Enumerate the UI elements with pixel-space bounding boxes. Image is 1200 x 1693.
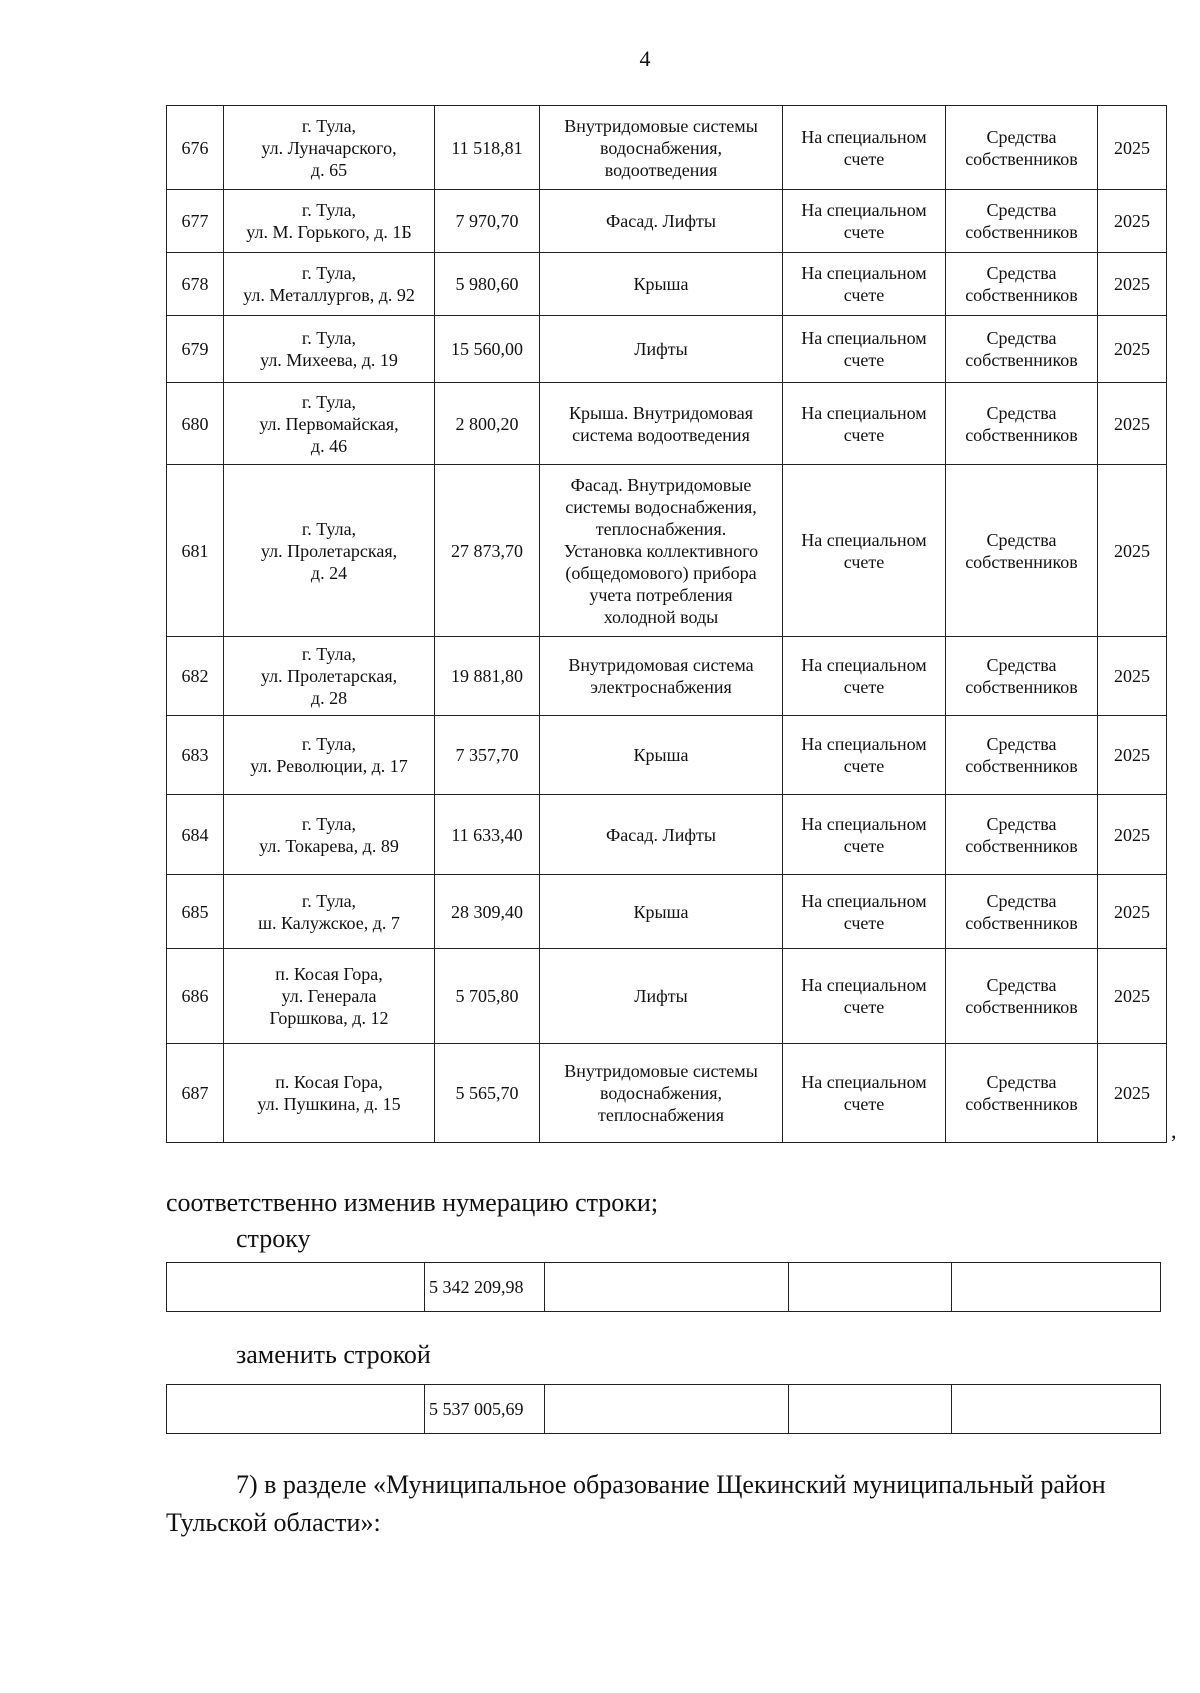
- amount-cell: 28 309,40: [435, 875, 540, 949]
- year-cell: 2025: [1098, 637, 1167, 716]
- address-line: г. Тула,: [301, 734, 357, 754]
- method-cell: [783, 795, 946, 875]
- method-line: На специальном: [801, 200, 927, 220]
- method-line: счете: [843, 997, 885, 1017]
- works-line: Лифты: [634, 339, 688, 359]
- source-line: Средства: [986, 655, 1057, 675]
- old-summary-row-table: [166, 1262, 1161, 1312]
- row-number-cell: 685: [167, 875, 224, 949]
- row-number-cell: 686: [167, 949, 224, 1044]
- address-line: ул. Пролетарская,: [260, 540, 398, 561]
- address-cell: [224, 949, 435, 1044]
- method-cell: [783, 190, 946, 253]
- address-line: п. Косая Гора,: [275, 1072, 383, 1092]
- replace-with-paragraph: заменить строкой: [236, 1340, 431, 1369]
- amount-cell: 27 873,70: [435, 465, 540, 637]
- works-line: теплоснабжения.: [595, 518, 727, 539]
- address-line: ул. Михеева, д. 19: [260, 350, 398, 370]
- address-line: ул. Луначарского,: [261, 137, 397, 158]
- source-line: собственников: [965, 1094, 1078, 1114]
- source-line: собственников: [965, 148, 1078, 169]
- works-line: Внутридомовая система: [568, 655, 754, 675]
- source-cell: [946, 465, 1098, 637]
- method-line: счете: [843, 677, 885, 697]
- source-line: собственников: [965, 997, 1078, 1017]
- method-line: На специальном: [801, 734, 927, 754]
- address-cell: [224, 795, 435, 875]
- table-row: [167, 316, 1167, 383]
- source-cell: [946, 949, 1098, 1044]
- address-line: г. Тула,: [301, 518, 357, 539]
- method-line: На специальном: [801, 328, 927, 348]
- works-table: [166, 105, 1167, 1143]
- works-cell: [540, 1044, 783, 1143]
- year-cell: 2025: [1098, 253, 1167, 316]
- works-line: холодной воды: [603, 606, 719, 627]
- address-cell: [224, 253, 435, 316]
- trailing-comma: ,: [1171, 1118, 1177, 1143]
- empty-cell: [545, 1263, 789, 1312]
- method-cell: [783, 465, 946, 637]
- address-cell: [224, 637, 435, 716]
- works-line: Крыша: [633, 745, 689, 765]
- table-row: [167, 253, 1167, 316]
- row-number-cell: 676: [167, 106, 224, 190]
- year-cell: 2025: [1098, 383, 1167, 465]
- method-line: На специальном: [801, 890, 927, 911]
- amount-cell: 5 980,60: [435, 253, 540, 316]
- address-line: Горшкова, д. 12: [269, 1008, 389, 1028]
- method-line: На специальном: [801, 529, 927, 550]
- page-number: 4: [639, 46, 651, 71]
- source-line: Средства: [986, 263, 1057, 283]
- works-cell: [540, 716, 783, 795]
- source-cell: [946, 383, 1098, 465]
- address-line: г. Тула,: [301, 115, 357, 136]
- address-line: г. Тула,: [301, 328, 357, 348]
- method-line: На специальном: [801, 263, 927, 283]
- source-line: собственников: [965, 551, 1078, 572]
- method-cell: [783, 875, 946, 949]
- method-cell: [783, 637, 946, 716]
- method-line: счете: [843, 551, 885, 572]
- works-cell: [540, 949, 783, 1044]
- works-cell: [540, 190, 783, 253]
- amount-cell: 7 970,70: [435, 190, 540, 253]
- table-row: [167, 465, 1167, 637]
- works-line: Фасад. Лифты: [605, 824, 717, 845]
- empty-cell: [789, 1385, 952, 1434]
- row-number-cell: 679: [167, 316, 224, 383]
- address-line: г. Тула,: [301, 813, 357, 834]
- method-cell: [783, 253, 946, 316]
- works-line: теплоснабжения: [598, 1105, 724, 1125]
- address-line: г. Тула,: [301, 391, 357, 412]
- method-line: счете: [843, 148, 885, 169]
- method-line: счете: [843, 912, 885, 933]
- year-cell: 2025: [1098, 716, 1167, 795]
- address-cell: [224, 316, 435, 383]
- amount-cell: 7 357,70: [435, 716, 540, 795]
- works-cell: [540, 637, 783, 716]
- table-row: [167, 190, 1167, 253]
- source-line: Средства: [986, 402, 1057, 423]
- source-cell: [946, 795, 1098, 875]
- empty-cell: [545, 1385, 789, 1434]
- works-line: водоотведения: [604, 159, 718, 180]
- address-line: д. 28: [310, 688, 348, 708]
- source-line: Средства: [986, 529, 1057, 550]
- method-line: На специальном: [801, 402, 927, 423]
- source-line: Средства: [986, 1072, 1057, 1092]
- amount-cell: 11 633,40: [435, 795, 540, 875]
- source-line: Средства: [986, 890, 1057, 911]
- year-cell: 2025: [1098, 949, 1167, 1044]
- empty-cell: [167, 1385, 425, 1434]
- amount-cell: 15 560,00: [435, 316, 540, 383]
- empty-cell: [167, 1263, 425, 1312]
- address-cell: [224, 383, 435, 465]
- address-line: ул. М. Горького, д. 1Б: [246, 222, 412, 242]
- address-line: ул. Генерала: [281, 986, 377, 1006]
- empty-cell: [952, 1385, 1161, 1434]
- address-line: г. Тула,: [301, 263, 357, 283]
- source-line: Средства: [986, 328, 1057, 348]
- row-number-cell: 687: [167, 1044, 224, 1143]
- address-line: д. 65: [310, 159, 348, 180]
- year-cell: 2025: [1098, 465, 1167, 637]
- works-line: Крыша: [633, 274, 689, 294]
- table-row: [167, 1044, 1167, 1143]
- source-line: собственников: [965, 677, 1078, 697]
- amount-cell: 2 800,20: [435, 383, 540, 465]
- amount-cell: 19 881,80: [435, 637, 540, 716]
- row-number-cell: 684: [167, 795, 224, 875]
- source-cell: [946, 190, 1098, 253]
- section-7-paragraph: 7) в разделе «Муниципальное образование Щекинский муниципальный район Тульской области»:: [166, 1470, 1106, 1537]
- source-line: собственников: [965, 350, 1078, 370]
- works-line: электроснабжения: [590, 677, 732, 697]
- works-line: Установка коллективного: [563, 540, 759, 561]
- method-line: На специальном: [801, 813, 927, 834]
- new-summary-row-table: [166, 1384, 1161, 1434]
- source-line: Средства: [986, 975, 1057, 995]
- address-line: д. 24: [310, 562, 348, 583]
- table-row: [167, 795, 1167, 875]
- source-line: Средства: [986, 734, 1057, 754]
- amount-cell: 5 565,70: [435, 1044, 540, 1143]
- address-line: д. 46: [310, 435, 348, 456]
- method-line: На специальном: [801, 1072, 927, 1092]
- method-line: На специальном: [801, 126, 927, 147]
- source-cell: [946, 716, 1098, 795]
- old-total-amount: 5 342 209,98: [425, 1263, 545, 1312]
- source-line: собственников: [965, 835, 1078, 856]
- year-cell: 2025: [1098, 190, 1167, 253]
- address-line: ул. Пролетарская,: [260, 666, 398, 686]
- address-cell: [224, 106, 435, 190]
- method-line: счете: [843, 1094, 885, 1114]
- source-line: Средства: [986, 126, 1057, 147]
- method-line: счете: [843, 756, 885, 776]
- works-cell: [540, 316, 783, 383]
- source-cell: [946, 316, 1098, 383]
- works-line: Крыша: [633, 901, 689, 922]
- works-cell: [540, 875, 783, 949]
- method-line: счете: [843, 424, 885, 445]
- year-cell: 2025: [1098, 1044, 1167, 1143]
- row-number-cell: 680: [167, 383, 224, 465]
- method-cell: [783, 316, 946, 383]
- works-line: Лифты: [634, 986, 688, 1006]
- works-line: (общедомового) прибора: [565, 562, 757, 583]
- empty-cell: [789, 1263, 952, 1312]
- year-cell: 2025: [1098, 795, 1167, 875]
- table-row: [167, 949, 1167, 1044]
- renumber-paragraph: соответственно изменив нумерацию строки;: [166, 1188, 659, 1217]
- line-word-paragraph: строку: [236, 1224, 311, 1253]
- address-line: г. Тула,: [301, 644, 357, 664]
- method-line: счете: [843, 835, 885, 856]
- row-number-cell: 678: [167, 253, 224, 316]
- source-line: собственников: [965, 912, 1078, 933]
- method-cell: [783, 383, 946, 465]
- address-line: ш. Калужское, д. 7: [258, 912, 400, 933]
- address-line: п. Косая Гора,: [275, 964, 383, 984]
- works-cell: [540, 106, 783, 190]
- amount-cell: 11 518,81: [435, 106, 540, 190]
- source-line: собственников: [965, 424, 1078, 445]
- new-total-amount: 5 537 005,69: [425, 1385, 545, 1434]
- method-cell: [783, 106, 946, 190]
- year-cell: 2025: [1098, 316, 1167, 383]
- method-line: На специальном: [801, 655, 927, 675]
- works-line: водоснабжения,: [599, 137, 723, 158]
- method-cell: [783, 716, 946, 795]
- amount-cell: 5 705,80: [435, 949, 540, 1044]
- method-line: счете: [843, 350, 885, 370]
- source-line: Средства: [986, 200, 1057, 220]
- table-row: [167, 106, 1167, 190]
- row-number-cell: 683: [167, 716, 224, 795]
- address-line: ул. Революции, д. 17: [250, 756, 408, 776]
- works-line: Крыша. Внутридомовая: [568, 402, 754, 423]
- method-cell: [783, 949, 946, 1044]
- works-line: Фасад. Лифты: [605, 211, 717, 231]
- new-summary-row: [167, 1385, 1161, 1434]
- works-cell: [540, 253, 783, 316]
- works-line: Внутридомовые системы: [564, 1061, 758, 1081]
- row-number-cell: 677: [167, 190, 224, 253]
- address-line: ул. Металлургов, д. 92: [243, 285, 415, 305]
- works-line: система водоотведения: [572, 424, 750, 445]
- source-line: собственников: [965, 756, 1078, 776]
- table-row: [167, 875, 1167, 949]
- address-cell: [224, 190, 435, 253]
- source-cell: [946, 875, 1098, 949]
- source-cell: [946, 1044, 1098, 1143]
- works-line: водоснабжения,: [599, 1083, 723, 1103]
- address-line: ул. Первомайская,: [259, 413, 399, 434]
- empty-cell: [952, 1263, 1161, 1312]
- works-cell: [540, 795, 783, 875]
- address-line: г. Тула,: [301, 890, 357, 911]
- source-line: собственников: [965, 222, 1078, 242]
- year-cell: 2025: [1098, 875, 1167, 949]
- works-table-body: [167, 106, 1167, 1143]
- source-line: собственников: [965, 285, 1078, 305]
- address-cell: [224, 1044, 435, 1143]
- address-line: ул. Токарева, д. 89: [259, 835, 399, 856]
- table-row: [167, 716, 1167, 795]
- works-line: Фасад. Внутридомовые: [570, 474, 752, 495]
- works-line: Внутридомовые системы: [564, 115, 758, 136]
- source-cell: [946, 637, 1098, 716]
- address-cell: [224, 465, 435, 637]
- table-row: [167, 637, 1167, 716]
- method-line: счете: [843, 285, 885, 305]
- works-line: учета потребления: [589, 584, 733, 605]
- source-cell: [946, 253, 1098, 316]
- address-cell: [224, 716, 435, 795]
- address-cell: [224, 875, 435, 949]
- address-line: ул. Пушкина, д. 15: [257, 1094, 401, 1114]
- works-cell: [540, 383, 783, 465]
- source-line: Средства: [986, 813, 1057, 834]
- method-line: На специальном: [801, 975, 927, 995]
- row-number-cell: 682: [167, 637, 224, 716]
- row-number-cell: 681: [167, 465, 224, 637]
- source-cell: [946, 106, 1098, 190]
- address-line: г. Тула,: [301, 200, 357, 220]
- year-cell: 2025: [1098, 106, 1167, 190]
- method-line: счете: [843, 222, 885, 242]
- works-cell: [540, 465, 783, 637]
- method-cell: [783, 1044, 946, 1143]
- works-line: системы водоснабжения,: [565, 496, 757, 517]
- table-row: [167, 383, 1167, 465]
- old-summary-row: [167, 1263, 1161, 1312]
